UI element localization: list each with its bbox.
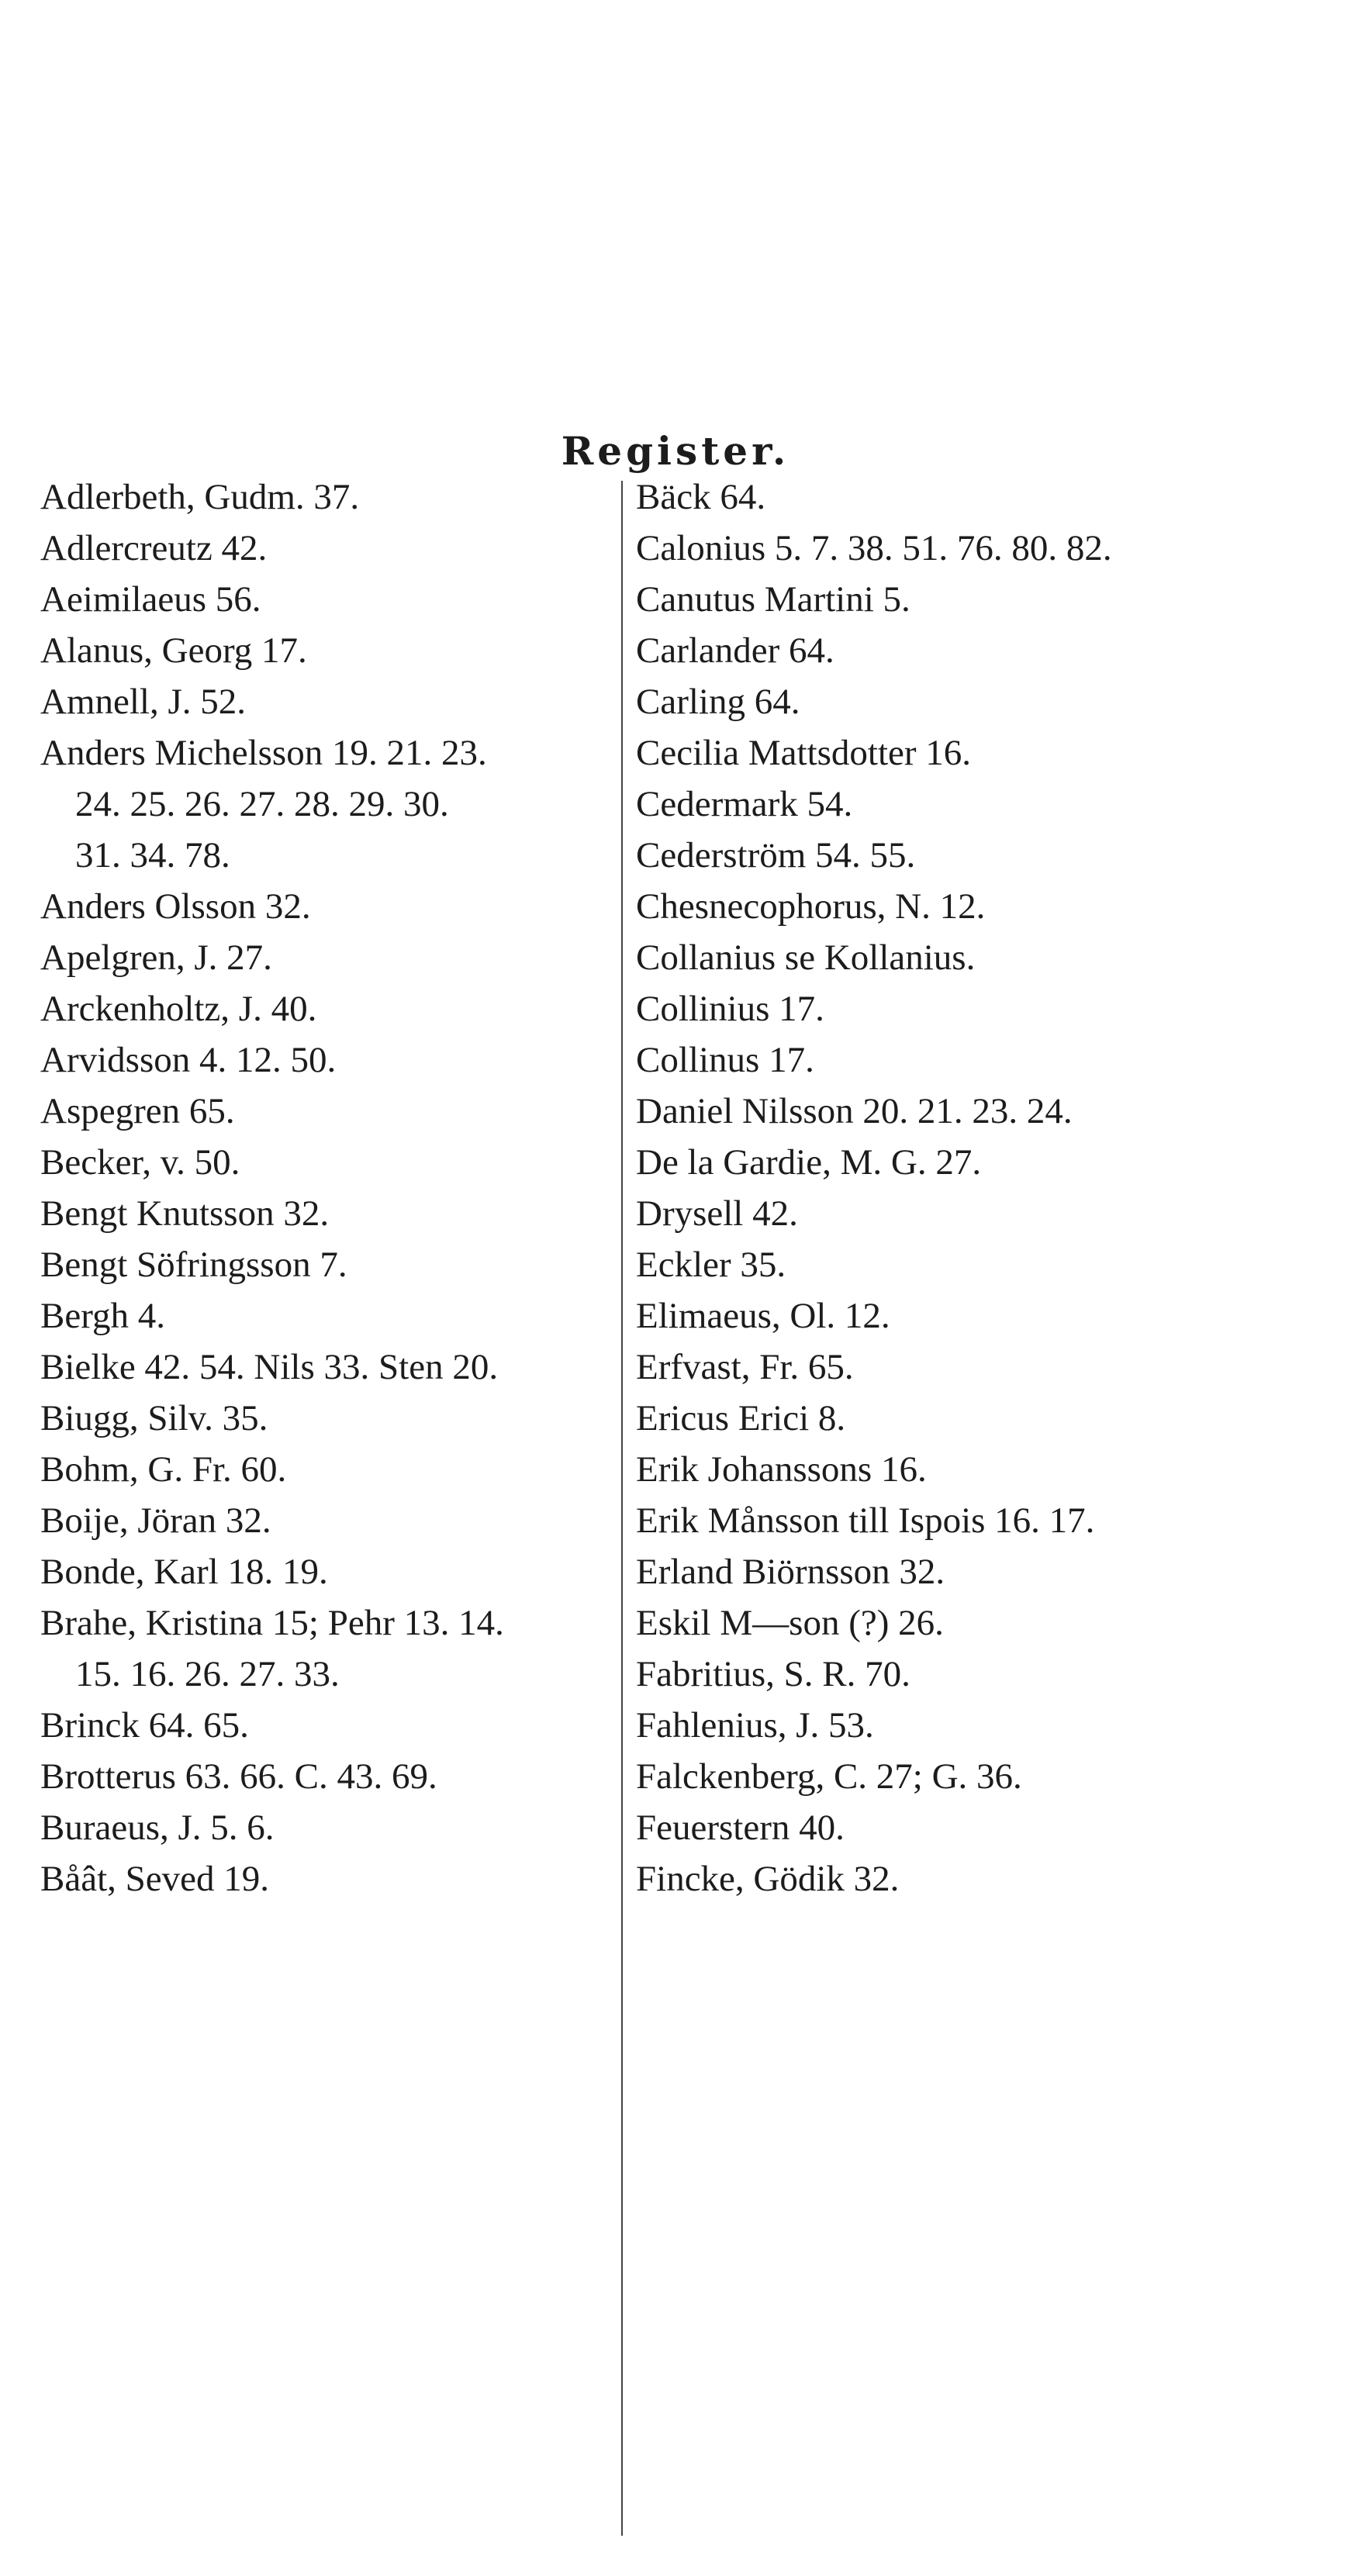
index-entry: Fahlenius, J. 53. [636, 1705, 874, 1746]
index-entry: Boije, Jöran 32. [40, 1500, 271, 1541]
index-entry: Carlander 64. [636, 630, 834, 671]
index-entry: Bäck 64. [636, 477, 766, 517]
index-entry: Arvidsson 4. 12. 50. [40, 1040, 337, 1080]
index-entry: Brotterus 63. 66. C. 43. 69. [40, 1756, 437, 1797]
index-entry: Collanius se Kollanius. [636, 938, 976, 978]
index-entry-continuation: 31. 34. 78. [75, 835, 230, 875]
index-entry: Bielke 42. 54. Nils 33. Sten 20. [40, 1347, 499, 1387]
index-entry: Aspegren 65. [40, 1091, 235, 1131]
index-entry: Erik Johanssons 16. [636, 1449, 927, 1490]
index-entry: Ericus Erici 8. [636, 1398, 846, 1438]
index-entry: Brahe, Kristina 15; Pehr 13. 14. [40, 1603, 504, 1643]
index-entry: Calonius 5. 7. 38. 51. 76. 80. 82. [636, 528, 1112, 568]
index-entry: Carling 64. [636, 682, 800, 722]
index-entry: Collinus 17. [636, 1040, 814, 1080]
index-entry: Apelgren, J. 27. [40, 938, 272, 978]
index-entry: Alanus, Georg 17. [40, 630, 307, 671]
index-entry: Bonde, Karl 18. 19. [40, 1552, 328, 1592]
index-entry: Fabritius, S. R. 70. [636, 1654, 910, 1694]
index-entry: Cederström 54. 55. [636, 835, 916, 875]
index-entry: Erik Månsson till Ispois 16. 17. [636, 1500, 1095, 1541]
index-entry: Buraeus, J. 5. 6. [40, 1808, 275, 1848]
index-entry: Biugg, Silv. 35. [40, 1398, 268, 1438]
index-entry: Erland Biörnsson 32. [636, 1552, 945, 1592]
index-column-right [636, 471, 1311, 1904]
index-entry: Becker, v. 50. [40, 1142, 240, 1183]
index-entry: Collinius 17. [636, 989, 824, 1029]
index-entry: Erfvast, Fr. 65. [636, 1347, 854, 1387]
index-entry: Anders Olsson 32. [40, 886, 311, 927]
index-entry: Chesnecophorus, N. 12. [636, 886, 986, 927]
index-entry-continuation: 24. 25. 26. 27. 28. 29. 30. [75, 784, 449, 824]
index-entry: Amnell, J. 52. [40, 682, 247, 722]
index-entry: Eckler 35. [636, 1245, 786, 1285]
index-entry: Arckenholtz, J. 40. [40, 989, 317, 1029]
index-entry: Cedermark 54. [636, 784, 853, 824]
index-entry: Bergh 4. [40, 1296, 166, 1336]
index-entry: Eskil M—son (?) 26. [636, 1603, 944, 1643]
index-entry: Adlerbeth, Gudm. 37. [40, 477, 360, 517]
index-entry: Canutus Martini 5. [636, 579, 910, 620]
index-entry: De la Gardie, M. G. 27. [636, 1142, 982, 1183]
index-entry: Falckenberg, C. 27; G. 36. [636, 1756, 1022, 1797]
index-entry: Bengt Söfringsson 7. [40, 1245, 347, 1285]
index-column-left [40, 471, 614, 1904]
index-entry: Aeimilaeus 56. [40, 579, 261, 620]
index-entry: Drysell 42. [636, 1193, 798, 1234]
index-entry: Daniel Nilsson 20. 21. 23. 24. [636, 1091, 1073, 1131]
index-entry: Bohm, G. Fr. 60. [40, 1449, 287, 1490]
index-entry: Feuerstern 40. [636, 1808, 845, 1848]
page-title: Register. [561, 427, 790, 474]
index-entry: Cecilia Mattsdotter 16. [636, 733, 972, 773]
index-entry: Adlercreutz 42. [40, 528, 268, 568]
index-entry: Brinck 64. 65. [40, 1705, 249, 1746]
index-entry: Elimaeus, Ol. 12. [636, 1296, 890, 1336]
index-entry: Fincke, Gödik 32. [636, 1859, 900, 1899]
index-entry: Båât, Seved 19. [40, 1859, 269, 1899]
index-entry-continuation: 15. 16. 26. 27. 33. [75, 1654, 340, 1694]
index-entry: Anders Michelsson 19. 21. 23. [40, 733, 487, 773]
column-divider [621, 481, 623, 2536]
index-entry: Bengt Knutsson 32. [40, 1193, 330, 1234]
